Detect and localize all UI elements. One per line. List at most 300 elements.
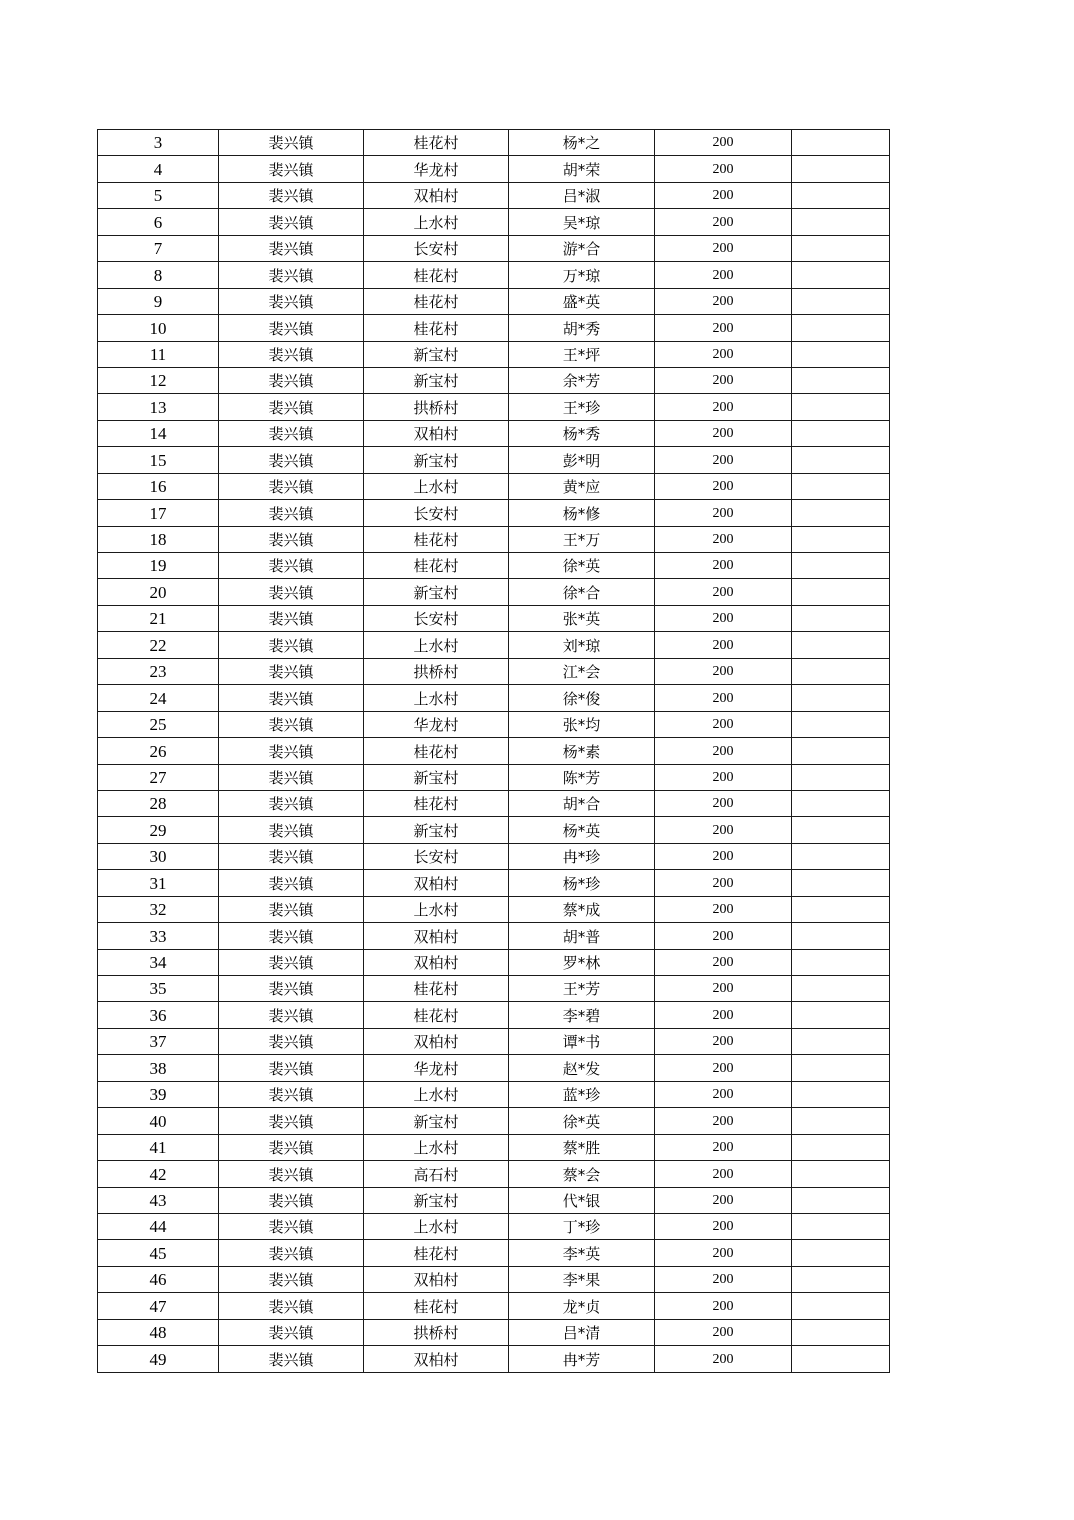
cell-amount: 200 [655, 685, 792, 711]
cell-person-name: 王*坪 [509, 341, 655, 367]
cell-note [792, 817, 890, 843]
cell-person-name: 李*英 [509, 1240, 655, 1266]
cell-amount: 200 [655, 1161, 792, 1187]
cell-note [792, 843, 890, 869]
cell-person-name: 李*碧 [509, 1002, 655, 1028]
cell-town: 裴兴镇 [219, 447, 364, 473]
cell-amount: 200 [655, 1319, 792, 1345]
cell-village: 华龙村 [364, 156, 509, 182]
cell-village: 双柏村 [364, 182, 509, 208]
cell-note [792, 605, 890, 631]
cell-serial-number: 44 [98, 1213, 219, 1239]
cell-amount: 200 [655, 658, 792, 684]
cell-person-name: 杨*之 [509, 130, 655, 156]
cell-town: 裴兴镇 [219, 367, 364, 393]
cell-town: 裴兴镇 [219, 262, 364, 288]
cell-serial-number: 38 [98, 1055, 219, 1081]
cell-note [792, 896, 890, 922]
cell-town: 裴兴镇 [219, 1028, 364, 1054]
table-row [98, 1213, 890, 1239]
cell-village: 桂花村 [364, 262, 509, 288]
table-row [98, 711, 890, 737]
table-row [98, 156, 890, 182]
table-row [98, 1134, 890, 1160]
table-row [98, 1028, 890, 1054]
cell-village: 桂花村 [364, 288, 509, 314]
cell-serial-number: 33 [98, 923, 219, 949]
cell-serial-number: 18 [98, 526, 219, 552]
cell-serial-number: 5 [98, 182, 219, 208]
table-row [98, 341, 890, 367]
cell-serial-number: 15 [98, 447, 219, 473]
cell-serial-number: 39 [98, 1081, 219, 1107]
table-row [98, 658, 890, 684]
cell-serial-number: 42 [98, 1161, 219, 1187]
cell-serial-number: 46 [98, 1266, 219, 1292]
cell-person-name: 吴*琼 [509, 209, 655, 235]
cell-serial-number: 7 [98, 235, 219, 261]
cell-village: 拱桥村 [364, 394, 509, 420]
cell-note [792, 288, 890, 314]
cell-town: 裴兴镇 [219, 764, 364, 790]
cell-note [792, 1161, 890, 1187]
table-row [98, 949, 890, 975]
cell-note [792, 130, 890, 156]
cell-town: 裴兴镇 [219, 394, 364, 420]
table-row [98, 817, 890, 843]
cell-amount: 200 [655, 367, 792, 393]
cell-person-name: 王*珍 [509, 394, 655, 420]
cell-note [792, 738, 890, 764]
cell-note [792, 156, 890, 182]
cell-village: 新宝村 [364, 447, 509, 473]
cell-serial-number: 23 [98, 658, 219, 684]
cell-village: 华龙村 [364, 1055, 509, 1081]
cell-village: 新宝村 [364, 1187, 509, 1213]
cell-note [792, 1346, 890, 1372]
cell-amount: 200 [655, 526, 792, 552]
cell-town: 裴兴镇 [219, 605, 364, 631]
cell-person-name: 谭*书 [509, 1028, 655, 1054]
cell-town: 裴兴镇 [219, 473, 364, 499]
cell-note [792, 1028, 890, 1054]
cell-note [792, 526, 890, 552]
cell-village: 拱桥村 [364, 658, 509, 684]
cell-note [792, 1002, 890, 1028]
cell-town: 裴兴镇 [219, 553, 364, 579]
cell-amount: 200 [655, 1081, 792, 1107]
cell-serial-number: 27 [98, 764, 219, 790]
cell-village: 桂花村 [364, 1240, 509, 1266]
table-row [98, 262, 890, 288]
table-row [98, 685, 890, 711]
cell-person-name: 徐*合 [509, 579, 655, 605]
cell-village: 双柏村 [364, 949, 509, 975]
cell-town: 裴兴镇 [219, 315, 364, 341]
cell-amount: 200 [655, 1266, 792, 1292]
cell-person-name: 杨*修 [509, 500, 655, 526]
table-row [98, 367, 890, 393]
cell-town: 裴兴镇 [219, 870, 364, 896]
cell-town: 裴兴镇 [219, 579, 364, 605]
cell-person-name: 丁*珍 [509, 1213, 655, 1239]
cell-note [792, 315, 890, 341]
cell-serial-number: 19 [98, 553, 219, 579]
cell-village: 新宝村 [364, 817, 509, 843]
cell-person-name: 陈*芳 [509, 764, 655, 790]
cell-village: 上水村 [364, 1213, 509, 1239]
cell-amount: 200 [655, 1055, 792, 1081]
cell-serial-number: 40 [98, 1108, 219, 1134]
cell-amount: 200 [655, 1028, 792, 1054]
table-row [98, 500, 890, 526]
cell-amount: 200 [655, 1187, 792, 1213]
cell-person-name: 彭*明 [509, 447, 655, 473]
cell-serial-number: 8 [98, 262, 219, 288]
cell-serial-number: 41 [98, 1134, 219, 1160]
cell-village: 拱桥村 [364, 1319, 509, 1345]
cell-amount: 200 [655, 605, 792, 631]
cell-village: 桂花村 [364, 976, 509, 1002]
cell-amount: 200 [655, 500, 792, 526]
cell-person-name: 游*合 [509, 235, 655, 261]
cell-serial-number: 28 [98, 790, 219, 816]
cell-village: 桂花村 [364, 1293, 509, 1319]
cell-amount: 200 [655, 949, 792, 975]
table-row [98, 1081, 890, 1107]
cell-town: 裴兴镇 [219, 711, 364, 737]
cell-note [792, 1266, 890, 1292]
cell-serial-number: 3 [98, 130, 219, 156]
cell-person-name: 胡*普 [509, 923, 655, 949]
cell-amount: 200 [655, 182, 792, 208]
cell-serial-number: 9 [98, 288, 219, 314]
table-row [98, 1002, 890, 1028]
cell-amount: 200 [655, 209, 792, 235]
cell-village: 桂花村 [364, 1002, 509, 1028]
cell-town: 裴兴镇 [219, 1319, 364, 1345]
table-row [98, 473, 890, 499]
table-row [98, 235, 890, 261]
cell-village: 双柏村 [364, 923, 509, 949]
cell-note [792, 1055, 890, 1081]
cell-serial-number: 16 [98, 473, 219, 499]
table-row [98, 843, 890, 869]
table-row [98, 1187, 890, 1213]
cell-village: 桂花村 [364, 553, 509, 579]
cell-town: 裴兴镇 [219, 209, 364, 235]
cell-note [792, 1213, 890, 1239]
cell-person-name: 蔡*成 [509, 896, 655, 922]
cell-town: 裴兴镇 [219, 685, 364, 711]
cell-amount: 200 [655, 738, 792, 764]
cell-note [792, 1134, 890, 1160]
cell-person-name: 蔡*胜 [509, 1134, 655, 1160]
cell-note [792, 923, 890, 949]
table-row [98, 579, 890, 605]
cell-person-name: 王*万 [509, 526, 655, 552]
cell-note [792, 1293, 890, 1319]
cell-note [792, 473, 890, 499]
table-row [98, 553, 890, 579]
cell-amount: 200 [655, 420, 792, 446]
cell-amount: 200 [655, 976, 792, 1002]
table-row [98, 420, 890, 446]
cell-amount: 200 [655, 288, 792, 314]
cell-village: 上水村 [364, 209, 509, 235]
cell-note [792, 367, 890, 393]
cell-serial-number: 49 [98, 1346, 219, 1372]
table-row [98, 896, 890, 922]
cell-person-name: 杨*素 [509, 738, 655, 764]
cell-village: 双柏村 [364, 1346, 509, 1372]
cell-person-name: 江*会 [509, 658, 655, 684]
cell-amount: 200 [655, 1002, 792, 1028]
cell-serial-number: 45 [98, 1240, 219, 1266]
cell-village: 新宝村 [364, 1108, 509, 1134]
cell-amount: 200 [655, 870, 792, 896]
cell-person-name: 杨*英 [509, 817, 655, 843]
data-table [97, 129, 890, 1373]
cell-village: 上水村 [364, 896, 509, 922]
cell-note [792, 632, 890, 658]
table-row [98, 209, 890, 235]
cell-note [792, 394, 890, 420]
cell-town: 裴兴镇 [219, 1081, 364, 1107]
cell-town: 裴兴镇 [219, 288, 364, 314]
cell-serial-number: 20 [98, 579, 219, 605]
cell-person-name: 余*芳 [509, 367, 655, 393]
cell-serial-number: 43 [98, 1187, 219, 1213]
cell-village: 上水村 [364, 1134, 509, 1160]
cell-town: 裴兴镇 [219, 526, 364, 552]
cell-person-name: 盛*英 [509, 288, 655, 314]
cell-note [792, 764, 890, 790]
cell-serial-number: 22 [98, 632, 219, 658]
cell-amount: 200 [655, 579, 792, 605]
cell-note [792, 447, 890, 473]
cell-note [792, 658, 890, 684]
cell-note [792, 182, 890, 208]
cell-town: 裴兴镇 [219, 182, 364, 208]
cell-village: 新宝村 [364, 341, 509, 367]
table-row [98, 315, 890, 341]
table-row [98, 1293, 890, 1319]
cell-town: 裴兴镇 [219, 235, 364, 261]
cell-amount: 200 [655, 341, 792, 367]
cell-town: 裴兴镇 [219, 1055, 364, 1081]
cell-person-name: 胡*秀 [509, 315, 655, 341]
cell-town: 裴兴镇 [219, 1002, 364, 1028]
cell-amount: 200 [655, 711, 792, 737]
table-row [98, 1346, 890, 1372]
cell-amount: 200 [655, 235, 792, 261]
cell-town: 裴兴镇 [219, 1346, 364, 1372]
cell-note [792, 500, 890, 526]
cell-town: 裴兴镇 [219, 420, 364, 446]
cell-serial-number: 14 [98, 420, 219, 446]
cell-town: 裴兴镇 [219, 632, 364, 658]
cell-person-name: 胡*合 [509, 790, 655, 816]
table-row [98, 1319, 890, 1345]
cell-person-name: 万*琼 [509, 262, 655, 288]
cell-amount: 200 [655, 764, 792, 790]
cell-serial-number: 48 [98, 1319, 219, 1345]
cell-note [792, 976, 890, 1002]
cell-town: 裴兴镇 [219, 1108, 364, 1134]
table-body [98, 130, 890, 1373]
cell-person-name: 蔡*会 [509, 1161, 655, 1187]
table-row [98, 923, 890, 949]
table-row [98, 1161, 890, 1187]
cell-serial-number: 34 [98, 949, 219, 975]
cell-note [792, 341, 890, 367]
cell-town: 裴兴镇 [219, 923, 364, 949]
cell-amount: 200 [655, 473, 792, 499]
cell-amount: 200 [655, 896, 792, 922]
cell-village: 双柏村 [364, 1028, 509, 1054]
table-row [98, 1055, 890, 1081]
cell-village: 桂花村 [364, 526, 509, 552]
cell-note [792, 870, 890, 896]
cell-amount: 200 [655, 447, 792, 473]
cell-person-name: 蓝*珍 [509, 1081, 655, 1107]
cell-amount: 200 [655, 817, 792, 843]
cell-person-name: 吕*淑 [509, 182, 655, 208]
cell-town: 裴兴镇 [219, 976, 364, 1002]
table-row [98, 1266, 890, 1292]
cell-village: 桂花村 [364, 315, 509, 341]
cell-note [792, 1240, 890, 1266]
cell-amount: 200 [655, 156, 792, 182]
cell-town: 裴兴镇 [219, 1293, 364, 1319]
cell-note [792, 209, 890, 235]
cell-village: 新宝村 [364, 764, 509, 790]
table-row [98, 1240, 890, 1266]
cell-serial-number: 25 [98, 711, 219, 737]
table-row [98, 632, 890, 658]
table-row [98, 394, 890, 420]
cell-village: 桂花村 [364, 738, 509, 764]
cell-town: 裴兴镇 [219, 949, 364, 975]
cell-serial-number: 31 [98, 870, 219, 896]
table-row [98, 605, 890, 631]
cell-person-name: 张*英 [509, 605, 655, 631]
cell-serial-number: 36 [98, 1002, 219, 1028]
cell-town: 裴兴镇 [219, 1266, 364, 1292]
cell-serial-number: 35 [98, 976, 219, 1002]
cell-serial-number: 12 [98, 367, 219, 393]
cell-town: 裴兴镇 [219, 658, 364, 684]
cell-amount: 200 [655, 1108, 792, 1134]
cell-village: 新宝村 [364, 367, 509, 393]
cell-note [792, 685, 890, 711]
cell-village: 华龙村 [364, 711, 509, 737]
cell-amount: 200 [655, 1213, 792, 1239]
table-row [98, 447, 890, 473]
cell-village: 上水村 [364, 1081, 509, 1107]
cell-serial-number: 21 [98, 605, 219, 631]
cell-village: 双柏村 [364, 870, 509, 896]
cell-serial-number: 17 [98, 500, 219, 526]
cell-serial-number: 6 [98, 209, 219, 235]
cell-person-name: 黄*应 [509, 473, 655, 499]
table-row [98, 738, 890, 764]
cell-town: 裴兴镇 [219, 896, 364, 922]
cell-person-name: 杨*珍 [509, 870, 655, 896]
cell-village: 桂花村 [364, 790, 509, 816]
cell-person-name: 徐*英 [509, 553, 655, 579]
cell-person-name: 龙*贞 [509, 1293, 655, 1319]
cell-person-name: 张*均 [509, 711, 655, 737]
cell-town: 裴兴镇 [219, 130, 364, 156]
cell-town: 裴兴镇 [219, 156, 364, 182]
cell-note [792, 1081, 890, 1107]
cell-person-name: 代*银 [509, 1187, 655, 1213]
cell-amount: 200 [655, 1346, 792, 1372]
cell-town: 裴兴镇 [219, 1187, 364, 1213]
cell-person-name: 胡*荣 [509, 156, 655, 182]
cell-village: 长安村 [364, 843, 509, 869]
cell-person-name: 徐*俊 [509, 685, 655, 711]
table-row [98, 870, 890, 896]
cell-person-name: 杨*秀 [509, 420, 655, 446]
cell-note [792, 949, 890, 975]
cell-note [792, 790, 890, 816]
cell-person-name: 冉*芳 [509, 1346, 655, 1372]
cell-person-name: 王*芳 [509, 976, 655, 1002]
cell-person-name: 冉*珍 [509, 843, 655, 869]
cell-town: 裴兴镇 [219, 843, 364, 869]
cell-note [792, 579, 890, 605]
cell-amount: 200 [655, 632, 792, 658]
cell-person-name: 赵*发 [509, 1055, 655, 1081]
table-row [98, 130, 890, 156]
table-row [98, 288, 890, 314]
cell-amount: 200 [655, 1134, 792, 1160]
cell-village: 上水村 [364, 632, 509, 658]
table-row [98, 790, 890, 816]
cell-person-name: 徐*英 [509, 1108, 655, 1134]
cell-town: 裴兴镇 [219, 817, 364, 843]
cell-town: 裴兴镇 [219, 1213, 364, 1239]
cell-person-name: 李*果 [509, 1266, 655, 1292]
cell-village: 长安村 [364, 235, 509, 261]
cell-note [792, 1108, 890, 1134]
cell-village: 双柏村 [364, 1266, 509, 1292]
cell-serial-number: 10 [98, 315, 219, 341]
cell-serial-number: 24 [98, 685, 219, 711]
cell-amount: 200 [655, 394, 792, 420]
cell-note [792, 262, 890, 288]
cell-amount: 200 [655, 843, 792, 869]
cell-serial-number: 29 [98, 817, 219, 843]
cell-person-name: 罗*林 [509, 949, 655, 975]
cell-serial-number: 13 [98, 394, 219, 420]
table-row [98, 1108, 890, 1134]
cell-village: 长安村 [364, 605, 509, 631]
cell-village: 桂花村 [364, 130, 509, 156]
cell-note [792, 1187, 890, 1213]
cell-village: 上水村 [364, 473, 509, 499]
cell-serial-number: 32 [98, 896, 219, 922]
table-row [98, 764, 890, 790]
cell-amount: 200 [655, 923, 792, 949]
cell-amount: 200 [655, 315, 792, 341]
cell-note [792, 553, 890, 579]
cell-town: 裴兴镇 [219, 1134, 364, 1160]
cell-note [792, 1319, 890, 1345]
